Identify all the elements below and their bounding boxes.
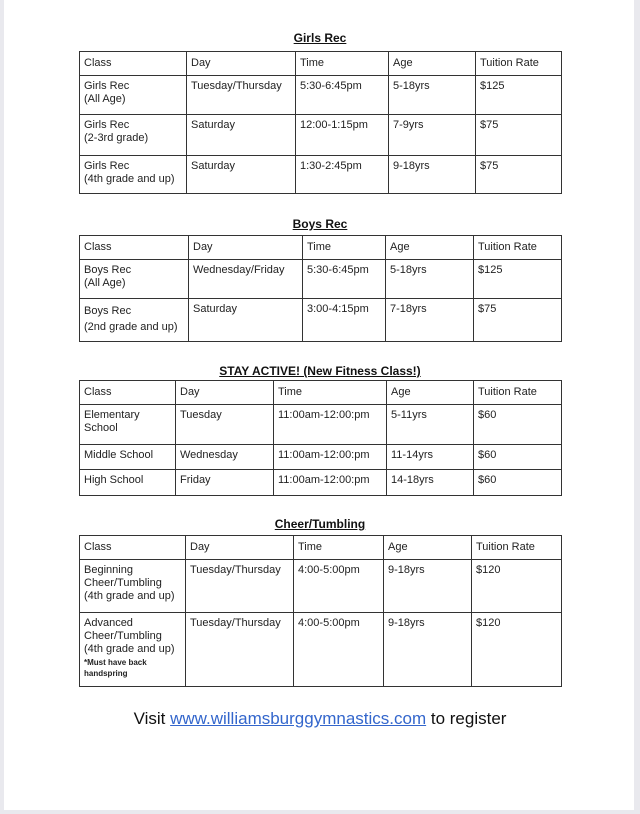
class-group: (4th grade and up) bbox=[84, 173, 175, 185]
table-row bbox=[80, 560, 562, 613]
header-day: Day bbox=[186, 536, 294, 560]
day-cell: Tuesday/Thursday bbox=[186, 613, 294, 687]
table-row bbox=[80, 470, 562, 496]
class-group: (All Age) bbox=[84, 93, 126, 105]
header-age: Age bbox=[386, 236, 474, 260]
class-name: Girls Rec bbox=[84, 80, 130, 92]
tuition-cell: $60 bbox=[474, 470, 562, 496]
age-cell: 11-14yrs bbox=[387, 445, 474, 470]
time-cell: 3:00-4:15pm bbox=[303, 299, 386, 342]
day-cell: Tuesday/Thursday bbox=[187, 76, 296, 115]
section-title-stay-active: STAY ACTIVE! (New Fitness Class!) bbox=[219, 364, 421, 378]
class-name: Advanced bbox=[84, 617, 133, 629]
day-cell: Saturday bbox=[187, 115, 296, 156]
header-tuition: Tuition Rate bbox=[472, 536, 562, 560]
class-name: Beginning bbox=[84, 564, 133, 576]
day-cell: Friday bbox=[176, 470, 274, 496]
header-tuition: Tuition Rate bbox=[476, 52, 562, 76]
age-cell: 14-18yrs bbox=[387, 470, 474, 496]
time-cell: 4:00-5:00pm bbox=[294, 613, 384, 687]
section-title-boys-rec: Boys Rec bbox=[292, 217, 348, 231]
table-row bbox=[80, 76, 562, 115]
tuition-cell: $75 bbox=[474, 299, 562, 342]
age-cell: 9-18yrs bbox=[384, 613, 472, 687]
day-cell: Saturday bbox=[187, 156, 296, 194]
table-row bbox=[80, 115, 562, 156]
fitness-class-table bbox=[79, 380, 562, 496]
header-class: Class bbox=[80, 236, 189, 260]
time-cell: 5:30-6:45pm bbox=[303, 260, 386, 299]
header-time: Time bbox=[303, 236, 386, 260]
class-name-cont: Cheer/Tumbling bbox=[84, 577, 162, 589]
section-title-cheer-tumbling: Cheer/Tumbling bbox=[274, 517, 366, 531]
day-cell: Tuesday/Thursday bbox=[186, 560, 294, 613]
day-cell: Wednesday/Friday bbox=[189, 260, 303, 299]
table-header-row bbox=[80, 52, 562, 76]
table-header-row bbox=[80, 536, 562, 560]
tuition-cell: $75 bbox=[476, 115, 562, 156]
header-tuition: Tuition Rate bbox=[474, 236, 562, 260]
age-cell: 5-18yrs bbox=[386, 260, 474, 299]
header-class: Class bbox=[80, 381, 176, 405]
class-cell bbox=[80, 405, 176, 445]
tuition-cell: $75 bbox=[476, 156, 562, 194]
class-cell bbox=[80, 156, 187, 194]
class-cell bbox=[80, 115, 187, 156]
tuition-cell: $60 bbox=[474, 405, 562, 445]
cheer-tumbling-table bbox=[79, 535, 562, 687]
class-cell bbox=[80, 299, 189, 342]
class-name: Girls Rec bbox=[84, 160, 130, 172]
table-row bbox=[80, 613, 562, 687]
table-row bbox=[80, 260, 562, 299]
age-cell: 7-9yrs bbox=[389, 115, 476, 156]
table-row bbox=[80, 156, 562, 194]
time-cell: 1:30-2:45pm bbox=[296, 156, 389, 194]
tuition-cell: $120 bbox=[472, 613, 562, 687]
class-name: Boys Rec bbox=[84, 305, 132, 317]
age-cell: 7-18yrs bbox=[386, 299, 474, 342]
class-group: (4th grade and up) bbox=[84, 590, 175, 602]
time-cell: 11:00am-12:00:pm bbox=[274, 470, 387, 496]
header-age: Age bbox=[387, 381, 474, 405]
table-row bbox=[80, 299, 562, 342]
age-cell: 9-18yrs bbox=[389, 156, 476, 194]
header-time: Time bbox=[296, 52, 389, 76]
class-group: (2nd grade and up) bbox=[84, 321, 178, 333]
girls-rec-table bbox=[79, 51, 562, 194]
age-cell: 5-11yrs bbox=[387, 405, 474, 445]
tuition-cell: $60 bbox=[474, 445, 562, 470]
header-class: Class bbox=[80, 52, 187, 76]
time-cell: 11:00am-12:00:pm bbox=[274, 445, 387, 470]
register-footer bbox=[0, 709, 640, 729]
class-name-cont: Cheer/Tumbling bbox=[84, 630, 162, 642]
class-cell bbox=[80, 613, 186, 687]
boys-rec-table bbox=[79, 235, 562, 342]
age-cell: 9-18yrs bbox=[384, 560, 472, 613]
requirement-note: *Must have back handspring bbox=[84, 658, 147, 678]
class-group: (All Age) bbox=[84, 277, 126, 289]
header-class: Class bbox=[80, 536, 186, 560]
class-name: Elementary bbox=[84, 409, 140, 421]
header-day: Day bbox=[189, 236, 303, 260]
day-cell: Saturday bbox=[189, 299, 303, 342]
footer-suffix: to register bbox=[426, 709, 507, 728]
class-cell bbox=[80, 76, 187, 115]
website-link[interactable]: www.williamsburggymnastics.com bbox=[170, 709, 427, 728]
tuition-cell: $125 bbox=[474, 260, 562, 299]
header-time: Time bbox=[294, 536, 384, 560]
header-age: Age bbox=[384, 536, 472, 560]
class-name: Boys Rec bbox=[84, 264, 132, 276]
class-group: School bbox=[84, 422, 118, 434]
section-title-girls-rec: Girls Rec bbox=[293, 31, 347, 45]
class-group: (2-3rd grade) bbox=[84, 132, 149, 144]
header-tuition: Tuition Rate bbox=[474, 381, 562, 405]
class-cell: High School bbox=[80, 470, 176, 496]
table-header-row bbox=[80, 381, 562, 405]
day-cell: Tuesday bbox=[176, 405, 274, 445]
header-day: Day bbox=[187, 52, 296, 76]
age-cell: 5-18yrs bbox=[389, 76, 476, 115]
header-time: Time bbox=[274, 381, 387, 405]
class-group: (4th grade and up) bbox=[84, 643, 175, 655]
table-row bbox=[80, 405, 562, 445]
footer-prefix: Visit bbox=[133, 709, 171, 728]
class-name: Girls Rec bbox=[84, 119, 130, 131]
time-cell: 5:30-6:45pm bbox=[296, 76, 389, 115]
class-cell: Middle School bbox=[80, 445, 176, 470]
time-cell: 4:00-5:00pm bbox=[294, 560, 384, 613]
time-cell: 11:00am-12:00:pm bbox=[274, 405, 387, 445]
day-cell: Wednesday bbox=[176, 445, 274, 470]
table-row bbox=[80, 445, 562, 470]
header-age: Age bbox=[389, 52, 476, 76]
class-cell bbox=[80, 260, 189, 299]
time-cell: 12:00-1:15pm bbox=[296, 115, 389, 156]
class-cell bbox=[80, 560, 186, 613]
header-day: Day bbox=[176, 381, 274, 405]
table-header-row bbox=[80, 236, 562, 260]
tuition-cell: $120 bbox=[472, 560, 562, 613]
tuition-cell: $125 bbox=[476, 76, 562, 115]
